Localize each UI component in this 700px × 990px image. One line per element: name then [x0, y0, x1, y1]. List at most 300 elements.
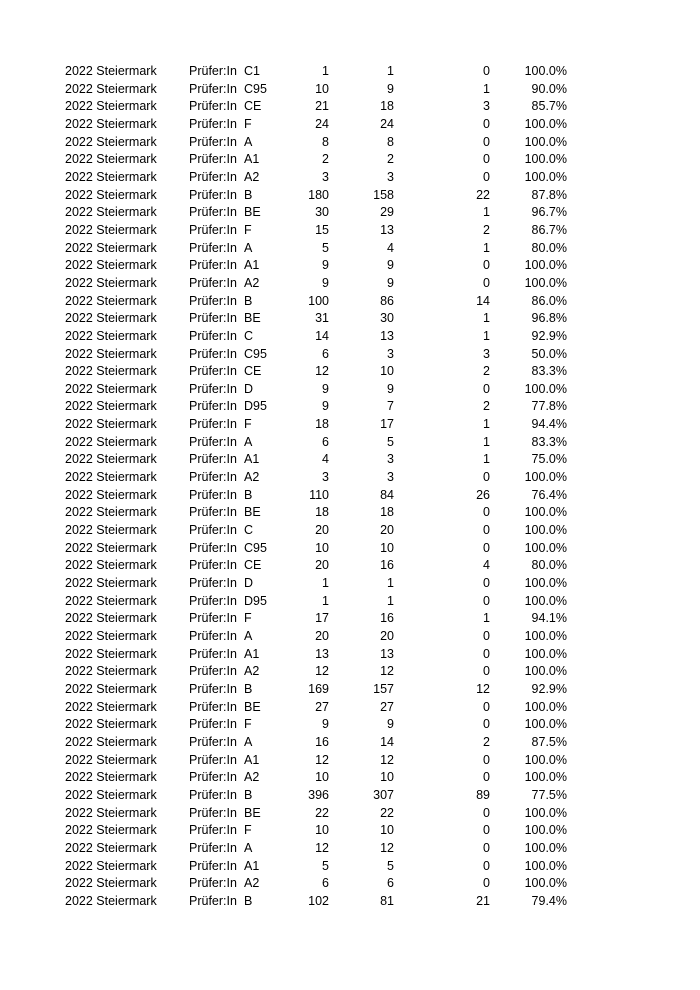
passed-count-cell: 27: [380, 699, 394, 714]
pass-rate-cell: 86.0%: [531, 293, 567, 308]
total-count-cell: 20: [315, 629, 329, 643]
failed-count-cell: 2: [483, 222, 490, 237]
spreadsheet-table: [0, 63, 700, 911]
total-count-cell: 396: [308, 787, 329, 802]
failed-count-cell: 0: [483, 876, 490, 891]
total-count-cell: 31: [315, 311, 329, 326]
pass-rate-cell: 100.0%: [524, 540, 567, 555]
year-region-cell: 2022 Steiermark: [65, 646, 157, 661]
passed-count-cell: 9: [387, 717, 394, 732]
pass-rate-cell: 100.0%: [524, 152, 567, 167]
examiner-cell: Prüfer:In: [189, 840, 237, 855]
examiner-cell: Prüfer:In: [189, 116, 237, 131]
table-row: [0, 187, 700, 205]
examiner-cell: Prüfer:In: [189, 364, 237, 379]
license-class-cell: F: [244, 611, 252, 626]
failed-count-cell: 1: [483, 311, 490, 326]
passed-count-cell: 3: [387, 169, 394, 184]
table-row: [0, 116, 700, 134]
table-row: [0, 469, 700, 487]
passed-count-cell: 9: [387, 258, 394, 273]
table-row: [0, 328, 700, 346]
passed-count-cell: 29: [380, 205, 394, 220]
license-class-cell: A: [244, 434, 253, 449]
failed-count-cell: 0: [483, 646, 490, 661]
passed-count-cell: 30: [380, 311, 394, 326]
examiner-cell: Prüfer:In: [189, 487, 237, 502]
year-region-cell: 2022 Steiermark: [65, 752, 157, 767]
failed-count-cell: 0: [483, 664, 490, 679]
year-region-cell: 2022 Steiermark: [65, 434, 157, 449]
year-region-cell: 2022 Steiermark: [65, 893, 157, 908]
total-count-cell: 5: [322, 858, 329, 873]
examiner-cell: Prüfer:In: [189, 169, 237, 184]
license-class-cell: A1: [244, 152, 260, 167]
total-count-cell: 1: [322, 576, 329, 591]
passed-count-cell: 86: [380, 293, 394, 308]
year-region-cell: 2022 Steiermark: [65, 293, 157, 308]
pass-rate-cell: 100.0%: [524, 116, 567, 131]
examiner-cell: Prüfer:In: [189, 646, 237, 661]
examiner-cell: Prüfer:In: [189, 876, 237, 891]
passed-count-cell: 10: [380, 770, 394, 785]
total-count-cell: 3: [322, 169, 329, 184]
year-region-cell: 2022 Steiermark: [65, 99, 157, 114]
failed-count-cell: 0: [483, 169, 490, 184]
examiner-cell: Prüfer:In: [189, 134, 237, 149]
passed-count-cell: 84: [380, 487, 394, 502]
license-class-cell: A: [244, 240, 253, 255]
year-region-cell: 2022 Steiermark: [65, 523, 157, 538]
failed-count-cell: 0: [483, 523, 490, 538]
table-row: [0, 875, 700, 893]
failed-count-cell: 0: [483, 470, 490, 485]
license-class-cell: BE: [244, 805, 261, 820]
year-region-cell: 2022 Steiermark: [65, 593, 157, 608]
passed-count-cell: 4: [387, 240, 394, 255]
examiner-cell: Prüfer:In: [189, 381, 237, 396]
passed-count-cell: 10: [380, 823, 394, 838]
passed-count-cell: 10: [380, 364, 394, 379]
year-region-cell: 2022 Steiermark: [65, 134, 157, 149]
pass-rate-cell: 83.3%: [531, 364, 567, 379]
year-region-cell: 2022 Steiermark: [65, 681, 157, 696]
license-class-cell: A2: [244, 470, 260, 485]
total-count-cell: 6: [322, 346, 329, 361]
pass-rate-cell: 100.0%: [524, 134, 567, 149]
examiner-cell: Prüfer:In: [189, 593, 237, 608]
pass-rate-cell: 100.0%: [524, 629, 567, 643]
year-region-cell: 2022 Steiermark: [65, 275, 157, 290]
year-region-cell: 2022 Steiermark: [65, 629, 157, 643]
year-region-cell: 2022 Steiermark: [65, 876, 157, 891]
year-region-cell: 2022 Steiermark: [65, 205, 157, 220]
pass-rate-cell: 87.5%: [531, 734, 567, 749]
pass-rate-cell: 100.0%: [524, 752, 567, 767]
license-class-cell: B: [244, 487, 253, 502]
examiner-cell: Prüfer:In: [189, 293, 237, 308]
pass-rate-cell: 100.0%: [524, 169, 567, 184]
total-count-cell: 10: [315, 823, 329, 838]
total-count-cell: 22: [315, 805, 329, 820]
table-row: [0, 752, 700, 770]
failed-count-cell: 0: [483, 699, 490, 714]
pass-rate-cell: 80.0%: [531, 558, 567, 573]
pass-rate-cell: 100.0%: [524, 770, 567, 785]
license-class-cell: F: [244, 222, 252, 237]
year-region-cell: 2022 Steiermark: [65, 558, 157, 573]
failed-count-cell: 0: [483, 576, 490, 591]
year-region-cell: 2022 Steiermark: [65, 381, 157, 396]
table-row: [0, 381, 700, 399]
examiner-cell: Prüfer:In: [189, 275, 237, 290]
examiner-cell: Prüfer:In: [189, 805, 237, 820]
examiner-cell: Prüfer:In: [189, 470, 237, 485]
total-count-cell: 12: [315, 752, 329, 767]
examiner-cell: Prüfer:In: [189, 328, 237, 343]
total-count-cell: 4: [322, 452, 329, 467]
pass-rate-cell: 79.4%: [531, 893, 567, 908]
passed-count-cell: 22: [380, 805, 394, 820]
table-row: [0, 98, 700, 116]
total-count-cell: 27: [315, 699, 329, 714]
year-region-cell: 2022 Steiermark: [65, 487, 157, 502]
table-row: [0, 81, 700, 99]
total-count-cell: 9: [322, 275, 329, 290]
examiner-cell: Prüfer:In: [189, 823, 237, 838]
total-count-cell: 18: [315, 417, 329, 432]
total-count-cell: 13: [315, 646, 329, 661]
license-class-cell: A1: [244, 646, 260, 661]
table-row: [0, 522, 700, 540]
license-class-cell: C95: [244, 81, 267, 96]
failed-count-cell: 89: [476, 787, 490, 802]
examiner-cell: Prüfer:In: [189, 452, 237, 467]
total-count-cell: 16: [315, 734, 329, 749]
pass-rate-cell: 76.4%: [531, 487, 567, 502]
failed-count-cell: 3: [483, 99, 490, 114]
examiner-cell: Prüfer:In: [189, 222, 237, 237]
examiner-cell: Prüfer:In: [189, 434, 237, 449]
table-row: [0, 663, 700, 681]
pass-rate-cell: 80.0%: [531, 240, 567, 255]
table-row: [0, 893, 700, 911]
license-class-cell: CE: [244, 364, 262, 379]
license-class-cell: F: [244, 823, 252, 838]
license-class-cell: C1: [244, 64, 260, 78]
license-class-cell: B: [244, 893, 253, 908]
year-region-cell: 2022 Steiermark: [65, 417, 157, 432]
pass-rate-cell: 94.4%: [531, 417, 567, 432]
license-class-cell: BE: [244, 699, 261, 714]
year-region-cell: 2022 Steiermark: [65, 81, 157, 96]
passed-count-cell: 2: [387, 152, 394, 167]
total-count-cell: 18: [315, 505, 329, 520]
pass-rate-cell: 50.0%: [531, 346, 567, 361]
failed-count-cell: 1: [483, 205, 490, 220]
failed-count-cell: 0: [483, 858, 490, 873]
passed-count-cell: 81: [380, 893, 394, 908]
year-region-cell: 2022 Steiermark: [65, 258, 157, 273]
year-region-cell: 2022 Steiermark: [65, 611, 157, 626]
passed-count-cell: 12: [380, 840, 394, 855]
total-count-cell: 10: [315, 770, 329, 785]
table-row: [0, 451, 700, 469]
failed-count-cell: 1: [483, 434, 490, 449]
examiner-cell: Prüfer:In: [189, 734, 237, 749]
passed-count-cell: 20: [380, 523, 394, 538]
license-class-cell: A: [244, 734, 253, 749]
total-count-cell: 9: [322, 399, 329, 414]
year-region-cell: 2022 Steiermark: [65, 840, 157, 855]
failed-count-cell: 2: [483, 734, 490, 749]
pass-rate-cell: 100.0%: [524, 823, 567, 838]
license-class-cell: A: [244, 840, 253, 855]
total-count-cell: 100: [308, 293, 329, 308]
passed-count-cell: 17: [380, 417, 394, 432]
passed-count-cell: 3: [387, 346, 394, 361]
table-row: [0, 840, 700, 858]
pass-rate-cell: 100.0%: [524, 840, 567, 855]
table-row: [0, 240, 700, 258]
total-count-cell: 30: [315, 205, 329, 220]
passed-count-cell: 18: [380, 99, 394, 114]
table-row: [0, 575, 700, 593]
year-region-cell: 2022 Steiermark: [65, 116, 157, 131]
year-region-cell: 2022 Steiermark: [65, 187, 157, 202]
license-class-cell: CE: [244, 99, 262, 114]
year-region-cell: 2022 Steiermark: [65, 823, 157, 838]
total-count-cell: 9: [322, 258, 329, 273]
license-class-cell: B: [244, 681, 253, 696]
passed-count-cell: 3: [387, 470, 394, 485]
examiner-cell: Prüfer:In: [189, 558, 237, 573]
pass-rate-cell: 96.7%: [531, 205, 567, 220]
total-count-cell: 1: [322, 593, 329, 608]
license-class-cell: A2: [244, 275, 260, 290]
examiner-cell: Prüfer:In: [189, 787, 237, 802]
table-row: [0, 346, 700, 364]
total-count-cell: 10: [315, 81, 329, 96]
examiner-cell: Prüfer:In: [189, 205, 237, 220]
pass-rate-cell: 100.0%: [524, 805, 567, 820]
failed-count-cell: 0: [483, 540, 490, 555]
table-row: [0, 822, 700, 840]
total-count-cell: 24: [315, 116, 329, 131]
table-row: [0, 646, 700, 664]
table-row: [0, 134, 700, 152]
examiner-cell: Prüfer:In: [189, 523, 237, 538]
year-region-cell: 2022 Steiermark: [65, 240, 157, 255]
failed-count-cell: 0: [483, 152, 490, 167]
year-region-cell: 2022 Steiermark: [65, 858, 157, 873]
pass-rate-cell: 85.7%: [531, 99, 567, 114]
year-region-cell: 2022 Steiermark: [65, 346, 157, 361]
year-region-cell: 2022 Steiermark: [65, 576, 157, 591]
license-class-cell: A: [244, 629, 253, 643]
total-count-cell: 9: [322, 717, 329, 732]
table-row: [0, 716, 700, 734]
failed-count-cell: 0: [483, 381, 490, 396]
license-class-cell: A1: [244, 858, 260, 873]
table-row: [0, 222, 700, 240]
total-count-cell: 5: [322, 240, 329, 255]
table-row: [0, 416, 700, 434]
year-region-cell: 2022 Steiermark: [65, 311, 157, 326]
total-count-cell: 10: [315, 540, 329, 555]
year-region-cell: 2022 Steiermark: [65, 152, 157, 167]
examiner-cell: Prüfer:In: [189, 240, 237, 255]
failed-count-cell: 1: [483, 240, 490, 255]
table-row: [0, 540, 700, 558]
examiner-cell: Prüfer:In: [189, 64, 237, 78]
license-class-cell: A2: [244, 770, 260, 785]
pass-rate-cell: 100.0%: [524, 275, 567, 290]
failed-count-cell: 1: [483, 417, 490, 432]
table-row: [0, 257, 700, 275]
total-count-cell: 6: [322, 434, 329, 449]
table-row: [0, 593, 700, 611]
failed-count-cell: 0: [483, 752, 490, 767]
failed-count-cell: 0: [483, 823, 490, 838]
pass-rate-cell: 100.0%: [524, 523, 567, 538]
pass-rate-cell: 100.0%: [524, 664, 567, 679]
year-region-cell: 2022 Steiermark: [65, 64, 157, 78]
examiner-cell: Prüfer:In: [189, 717, 237, 732]
failed-count-cell: 0: [483, 840, 490, 855]
license-class-cell: D95: [244, 399, 267, 414]
table-row: [0, 699, 700, 717]
pass-rate-cell: 75.0%: [531, 452, 567, 467]
table-row: [0, 734, 700, 752]
failed-count-cell: 21: [476, 893, 490, 908]
examiner-cell: Prüfer:In: [189, 540, 237, 555]
year-region-cell: 2022 Steiermark: [65, 222, 157, 237]
pass-rate-cell: 87.8%: [531, 187, 567, 202]
license-class-cell: BE: [244, 205, 261, 220]
license-class-cell: A1: [244, 258, 260, 273]
total-count-cell: 2: [322, 152, 329, 167]
table-row: [0, 504, 700, 522]
passed-count-cell: 5: [387, 858, 394, 873]
table-row: [0, 434, 700, 452]
failed-count-cell: 0: [483, 64, 490, 78]
year-region-cell: 2022 Steiermark: [65, 805, 157, 820]
pass-rate-cell: 100.0%: [524, 858, 567, 873]
examiner-cell: Prüfer:In: [189, 187, 237, 202]
failed-count-cell: 4: [483, 558, 490, 573]
passed-count-cell: 1: [387, 64, 394, 78]
passed-count-cell: 158: [373, 187, 394, 202]
failed-count-cell: 2: [483, 399, 490, 414]
pass-rate-cell: 100.0%: [524, 258, 567, 273]
pass-rate-cell: 100.0%: [524, 699, 567, 714]
license-class-cell: C95: [244, 346, 267, 361]
passed-count-cell: 307: [373, 787, 394, 802]
table-row: [0, 628, 700, 646]
passed-count-cell: 6: [387, 876, 394, 891]
examiner-cell: Prüfer:In: [189, 681, 237, 696]
passed-count-cell: 9: [387, 381, 394, 396]
table-row: [0, 610, 700, 628]
failed-count-cell: 1: [483, 452, 490, 467]
year-region-cell: 2022 Steiermark: [65, 470, 157, 485]
pass-rate-cell: 77.8%: [531, 399, 567, 414]
total-count-cell: 8: [322, 134, 329, 149]
license-class-cell: BE: [244, 311, 261, 326]
year-region-cell: 2022 Steiermark: [65, 664, 157, 679]
year-region-cell: 2022 Steiermark: [65, 452, 157, 467]
failed-count-cell: 0: [483, 717, 490, 732]
failed-count-cell: 3: [483, 346, 490, 361]
license-class-cell: C: [244, 523, 254, 538]
license-class-cell: BE: [244, 505, 261, 520]
failed-count-cell: 12: [476, 681, 490, 696]
license-class-cell: D: [244, 576, 254, 591]
table-row: [0, 681, 700, 699]
examiner-cell: Prüfer:In: [189, 664, 237, 679]
failed-count-cell: 0: [483, 275, 490, 290]
year-region-cell: 2022 Steiermark: [65, 734, 157, 749]
license-class-cell: C: [244, 328, 254, 343]
table-row: [0, 151, 700, 169]
pass-rate-cell: 92.9%: [531, 681, 567, 696]
total-count-cell: 3: [322, 470, 329, 485]
examiner-cell: Prüfer:In: [189, 81, 237, 96]
year-region-cell: 2022 Steiermark: [65, 787, 157, 802]
table-row: [0, 769, 700, 787]
license-class-cell: CE: [244, 558, 262, 573]
license-class-cell: C95: [244, 540, 267, 555]
table-row: [0, 487, 700, 505]
passed-count-cell: 16: [380, 558, 394, 573]
passed-count-cell: 1: [387, 576, 394, 591]
table-row: [0, 63, 700, 81]
total-count-cell: 21: [315, 99, 329, 114]
license-class-cell: D95: [244, 593, 267, 608]
examiner-cell: Prüfer:In: [189, 629, 237, 643]
pass-rate-cell: 100.0%: [524, 646, 567, 661]
total-count-cell: 9: [322, 381, 329, 396]
passed-count-cell: 10: [380, 540, 394, 555]
passed-count-cell: 13: [380, 328, 394, 343]
failed-count-cell: 14: [476, 293, 490, 308]
year-region-cell: 2022 Steiermark: [65, 364, 157, 379]
license-class-cell: A: [244, 134, 253, 149]
pass-rate-cell: 86.7%: [531, 222, 567, 237]
examiner-cell: Prüfer:In: [189, 399, 237, 414]
table-row: [0, 293, 700, 311]
total-count-cell: 6: [322, 876, 329, 891]
pass-rate-cell: 77.5%: [531, 787, 567, 802]
year-region-cell: 2022 Steiermark: [65, 717, 157, 732]
year-region-cell: 2022 Steiermark: [65, 169, 157, 184]
passed-count-cell: 8: [387, 134, 394, 149]
pass-rate-cell: 90.0%: [531, 81, 567, 96]
pass-rate-cell: 100.0%: [524, 593, 567, 608]
total-count-cell: 180: [308, 187, 329, 202]
failed-count-cell: 1: [483, 611, 490, 626]
passed-count-cell: 13: [380, 222, 394, 237]
license-class-cell: A2: [244, 876, 260, 891]
license-class-cell: A2: [244, 664, 260, 679]
passed-count-cell: 157: [373, 681, 394, 696]
failed-count-cell: 0: [483, 629, 490, 643]
failed-count-cell: 0: [483, 116, 490, 131]
total-count-cell: 1: [322, 64, 329, 78]
examiner-cell: Prüfer:In: [189, 311, 237, 326]
table-row: [0, 805, 700, 823]
